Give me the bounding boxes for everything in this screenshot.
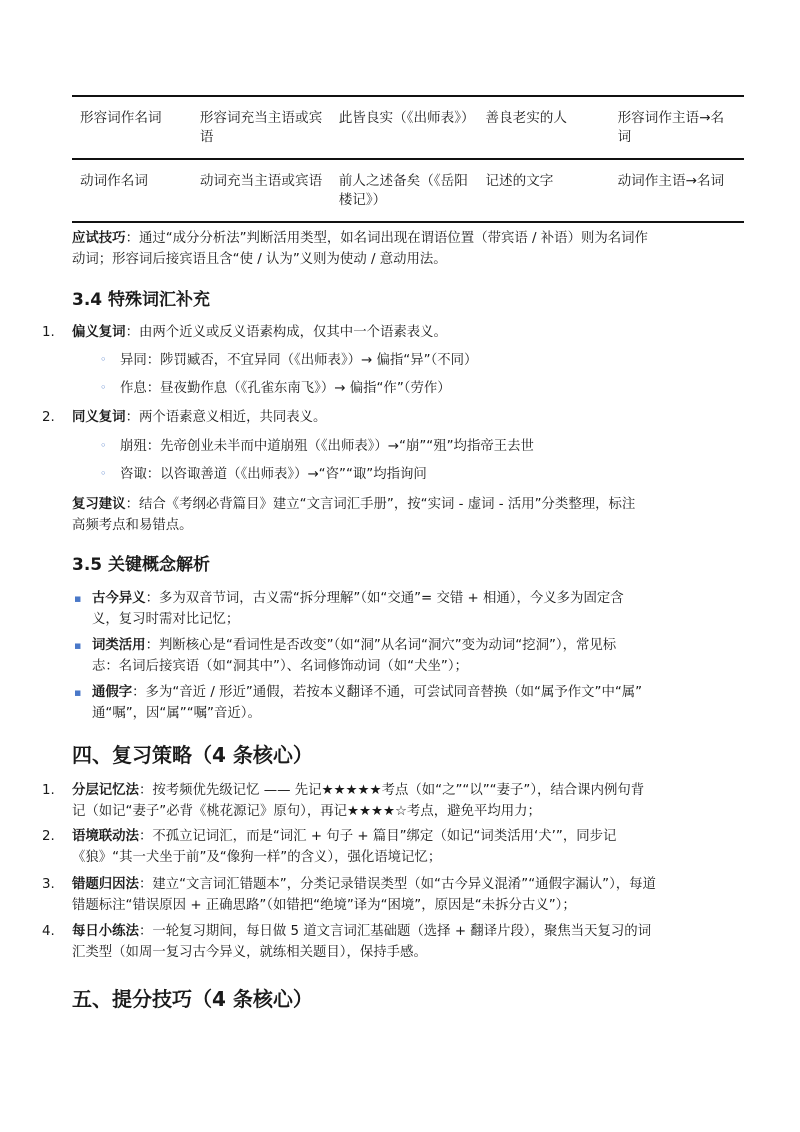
- exam-tip-text: ：通过“成分分析法”判断活用类型，如名词出现在谓语位置（带宾语 / 补语）则为名词作: [125, 231, 648, 246]
- list-item: [42, 322, 742, 343]
- hollow-bullet-icon: ◦: [100, 381, 107, 394]
- sub-list-item: [100, 378, 740, 399]
- term-text: ：一轮复习期间，每日做 5 道文言词汇基础题（选择 + 翻译片段），聚焦当天复习的词: [138, 924, 652, 939]
- review-advice: [72, 494, 742, 536]
- term-text: 汇类型（如周一复习古今异义，就练相关题目），保持手感。: [72, 945, 427, 960]
- table-cell: 形容词充当主语或宾语: [199, 110, 323, 145]
- hollow-bullet-icon: ◦: [100, 467, 107, 480]
- exam-tip-text: 动词；形容词后接宾语且含“使 / 认为”义则为使动 / 意动用法。: [72, 252, 447, 267]
- exam-tip: [72, 228, 742, 270]
- term-text: ：建立“文言词汇错题本”，分类记录错误类型（如“古今异义混淆”“通假字漏认”），每道: [138, 877, 656, 892]
- section-heading-3-5: [72, 554, 742, 576]
- term-text: ：判断核心是“看词性是否改变”（如“洞”从名词“洞穴”变为动词“挖洞”），常见标: [145, 638, 617, 653]
- hollow-bullet-icon: ◦: [100, 353, 107, 366]
- section-title: 3.4 特殊词汇补充: [72, 290, 211, 310]
- term-label: 错题归因法: [72, 877, 139, 892]
- table-row: [72, 96, 744, 159]
- term-label: 古今异义: [92, 591, 146, 606]
- table-cell: 前人之述备矣（《岳阳楼记》）: [338, 173, 468, 208]
- bullet-icon: ▪: [74, 686, 82, 699]
- chapter-title: 五、提分技巧（4 条核心）: [72, 987, 313, 1011]
- term-label: 词类活用: [92, 638, 146, 653]
- table-row: [72, 159, 744, 222]
- term-text: ：由两个近义或反义语素构成，仅其中一个语素表义。: [125, 325, 447, 340]
- chapter-heading-4: [72, 742, 742, 768]
- list-number: 3.: [42, 877, 55, 892]
- bullet-item: [74, 588, 742, 630]
- table-cell: 动词作名词: [80, 173, 148, 189]
- word-usage-table: [72, 95, 744, 223]
- term-text: 志：名词后接宾语（如“洞其中”）、名词修饰动词（如“犬坐”）；: [92, 659, 468, 674]
- review-advice-text: 高频考点和易错点。: [72, 518, 193, 533]
- review-advice-label: 复习建议: [72, 497, 126, 512]
- table-cell: 动词充当主语或宾语: [199, 173, 323, 189]
- bullet-icon: ▪: [74, 639, 82, 652]
- term-text: ：多为“音近 / 形近”通假，若按本义翻译不通，可尝试同音替换（如“属予作文”中“属”: [132, 685, 643, 700]
- review-advice-text: ：结合《考纲必背篇目》建立“文言词汇手册”，按“实词 - 虚词 - 活用”分类整理，标注: [125, 497, 636, 512]
- term-text: ：多为双音节词，古义需“拆分理解”（如“交通”= 交错 + 相通），今义多为固定含: [145, 591, 624, 606]
- list-number: 1.: [42, 783, 55, 798]
- sub-item-text: 作息：昼夜勤作息（《孔雀东南飞》）→ 偏指“作”（劳作）: [120, 381, 451, 396]
- term-label: 偏义复词: [72, 325, 126, 340]
- list-number: 4.: [42, 924, 55, 939]
- section-heading-3-4: [72, 289, 742, 311]
- sub-list-item: [100, 464, 740, 485]
- exam-tip-label: 应试技巧: [72, 231, 126, 246]
- term-text: 义，复习时需对比记忆；: [92, 612, 240, 627]
- list-item: [42, 874, 742, 916]
- bullet-icon: ▪: [74, 592, 82, 605]
- term-label: 语境联动法: [72, 829, 139, 844]
- list-number: 2.: [42, 829, 55, 844]
- chapter-title: 四、复习策略（4 条核心）: [72, 743, 313, 767]
- term-text: 《狼》“其一犬坐于前”及“像狗一样”的含义），强化语境记忆；: [72, 850, 442, 865]
- term-text: ：不孤立记词汇，而是“词汇 + 句子 + 篇目”绑定（如记“词类活用‘犬’”，同步记: [138, 829, 617, 844]
- table-cell: 记述的文字: [485, 173, 554, 189]
- chapter-heading-5: [72, 986, 742, 1012]
- term-text: ：按考频优先级记忆 —— 先记★★★★★考点（如“之”“以”“妻子”），结合课内例句背: [138, 783, 645, 798]
- table-cell: 形容词作主语→名词: [617, 110, 725, 145]
- term-text: 错题标注“错误原因 + 正确思路”（如错把“绝境”译为“困境”，原因是“未拆分古义”）；: [72, 898, 576, 913]
- list-item: [42, 826, 742, 868]
- term-label: 通假字: [92, 685, 133, 700]
- list-number: 1.: [42, 325, 55, 340]
- sub-list-item: [100, 350, 740, 371]
- sub-item-text: 异同：陟罚臧否，不宜异同（《出师表》）→ 偏指“异”（不同）: [120, 353, 478, 368]
- bullet-item: [74, 635, 742, 677]
- list-number: 2.: [42, 410, 55, 425]
- term-text: ：两个语素意义相近，共同表义。: [125, 410, 327, 425]
- list-item: [42, 780, 742, 822]
- table-cell: 形容词作名词: [80, 110, 162, 126]
- hollow-bullet-icon: ◦: [100, 439, 107, 452]
- sub-item-text: 崩殂：先帝创业未半而中道崩殂（《出师表》）→“崩”“殂”均指帝王去世: [120, 439, 534, 454]
- term-text: 通“嘱”，因“属”“嘱”音近）。: [92, 706, 261, 721]
- table-cell: 动词作主语→名词: [617, 173, 725, 189]
- bullet-item: [74, 682, 742, 724]
- sub-item-text: 咨诹：以咨诹善道（《出师表》）→“咨”“诹”均指询问: [120, 467, 427, 482]
- list-item: [42, 407, 742, 428]
- term-label: 分层记忆法: [72, 783, 139, 798]
- term-label: 同义复词: [72, 410, 126, 425]
- table-cell: 此皆良实（《出师表》）: [338, 110, 475, 126]
- sub-list-item: [100, 436, 740, 457]
- section-title: 3.5 关键概念解析: [72, 555, 211, 575]
- term-label: 每日小练法: [72, 924, 139, 939]
- term-text: 记（如记“妻子”必背《桃花源记》原句），再记★★★★☆考点，避免平均用力；: [72, 804, 541, 819]
- list-item: [42, 921, 742, 963]
- table-cell: 善良老实的人: [485, 110, 567, 126]
